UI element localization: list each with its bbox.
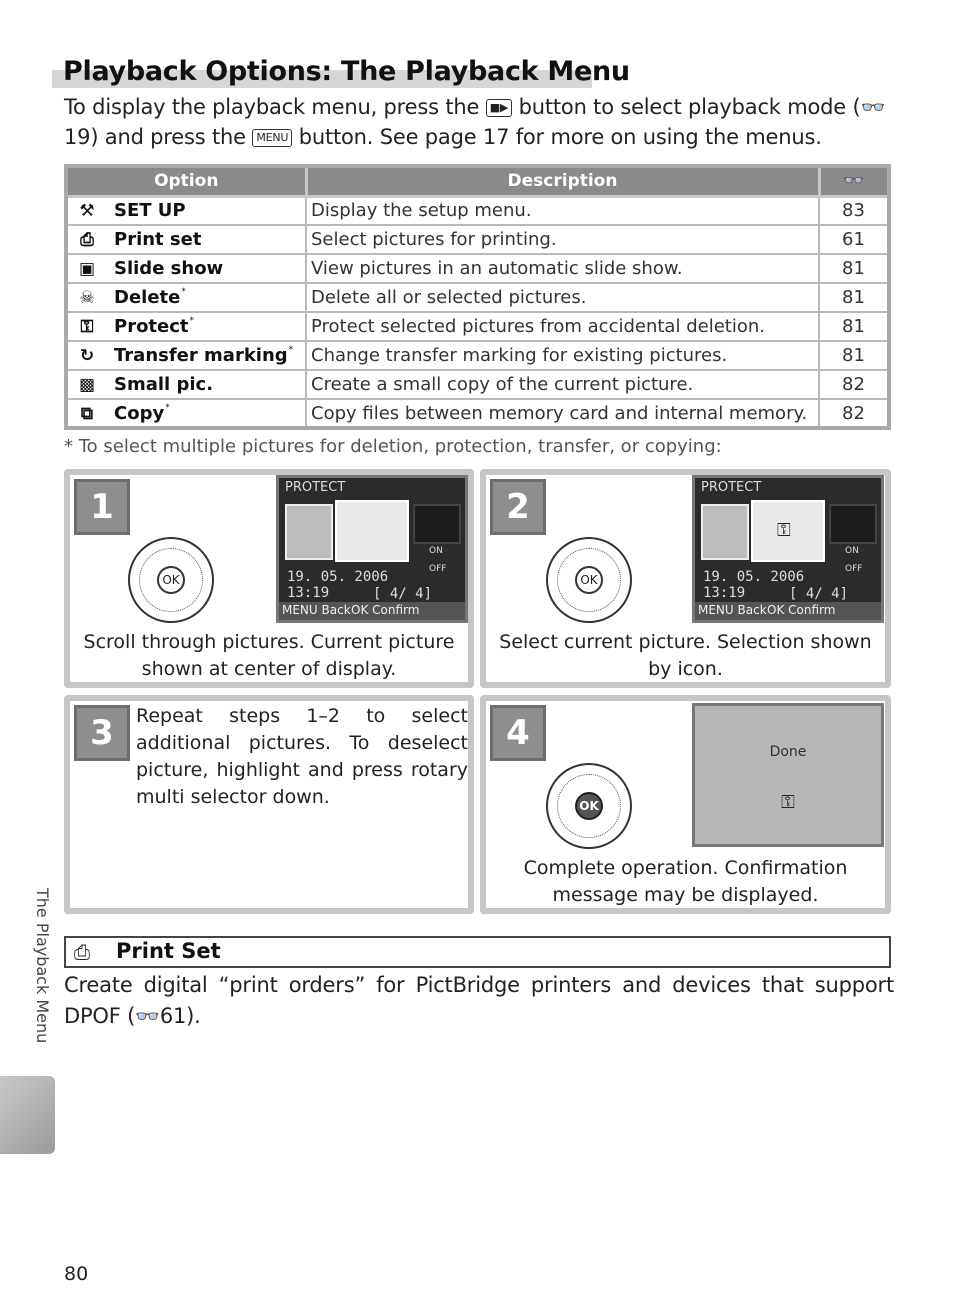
option-icon: ⎙ — [80, 230, 94, 250]
step-2-caption — [486, 629, 885, 683]
camera-screen-protect — [276, 475, 468, 623]
on-label: ON — [845, 546, 859, 556]
off-label: OFF — [845, 564, 863, 574]
step-2-caption-line-2: by icon. — [648, 658, 723, 680]
option-label: Copy — [114, 402, 165, 424]
screen-time: 13:19 — [703, 585, 746, 601]
print-set-text-1: Create digital “print orders” for PictBridge printers and devices that support DPOF ( — [64, 973, 894, 1028]
print-set-icon: ⎙ — [74, 940, 90, 964]
page-number: 80 — [64, 1263, 89, 1285]
table-header-row — [66, 166, 889, 196]
option-cell — [66, 196, 306, 225]
page-cell: 81 — [819, 312, 889, 341]
step-4-caption-line-1: Complete operation. Confirmation — [523, 857, 848, 879]
screen-counter: [ 4/ 4] — [789, 586, 849, 602]
reference-icon: 👓 — [860, 95, 886, 119]
option-cell — [66, 225, 306, 254]
playback-button-icon: ■▶ — [486, 99, 512, 117]
thumbnail-right — [829, 504, 877, 544]
confirm-hint: OK Confirm — [767, 603, 836, 617]
ok-button-icon: OK — [575, 566, 603, 594]
side-thumb-tab — [0, 1076, 55, 1154]
table-row — [66, 283, 889, 312]
footnote: * To select multiple pictures for deletion, protection, transfer, or copying: — [64, 436, 722, 457]
intro-text-4: button. See page 17 for more on using the menus. — [298, 125, 822, 149]
print-set-title: Print Set — [116, 939, 221, 963]
option-label: SET UP — [114, 200, 186, 222]
option-icon: ☠ — [79, 288, 95, 308]
step-1-panel — [64, 469, 474, 688]
done-message: Done — [769, 744, 807, 760]
screen-counter: [ 4/ 4] — [373, 586, 433, 602]
table-row — [66, 312, 889, 341]
on-label: ON — [429, 546, 443, 556]
option-cell — [66, 283, 306, 312]
option-icon: ▩ — [78, 375, 96, 395]
screen-time: 13:19 — [287, 585, 330, 601]
footnote-marker: * — [181, 287, 186, 297]
option-icon: ⧉ — [80, 403, 94, 424]
header-option: Option — [66, 166, 306, 196]
step-3-number: 3 — [74, 705, 130, 761]
description-cell: Display the setup menu. — [306, 196, 819, 225]
key-icon: ⚿ — [781, 792, 795, 813]
description-cell: View pictures in an automatic slide show. — [306, 254, 819, 283]
step-4-caption — [486, 855, 885, 909]
step-4-number: 4 — [490, 705, 546, 761]
rotary-selector-icon — [128, 537, 214, 623]
off-label: OFF — [429, 564, 447, 574]
title-block — [52, 56, 630, 88]
option-label: Small pic. — [114, 374, 214, 395]
thumbnail-center — [335, 500, 409, 562]
step-1-caption — [70, 629, 468, 683]
footnote-marker: * — [288, 345, 294, 355]
page-cell: 81 — [819, 341, 889, 370]
rotary-selector-icon — [546, 537, 632, 623]
thumbnail-center-protected — [751, 500, 825, 562]
step-4-caption-line-2: message may be displayed. — [552, 884, 819, 906]
page-cell: 61 — [819, 225, 889, 254]
page-cell: 83 — [819, 196, 889, 225]
option-icon: ▣ — [78, 259, 96, 279]
table-row — [66, 370, 889, 399]
print-set-text-2: 61). — [159, 1004, 201, 1028]
page-title: Playback Options: The Playback Menu — [63, 56, 630, 87]
thumbnail-left — [285, 504, 333, 560]
description-cell: Change transfer marking for existing pictures. — [306, 341, 819, 370]
option-icon: ↻ — [79, 346, 95, 366]
description-cell: Delete all or selected pictures. — [306, 283, 819, 312]
description-cell: Create a small copy of the current picture. — [306, 370, 819, 399]
side-section-label-text: The Playback Menu — [33, 888, 52, 1044]
step-2-caption-line-1: Select current picture. Selection shown — [499, 631, 872, 653]
page-cell: 82 — [819, 370, 889, 399]
header-description: Description — [306, 166, 819, 196]
option-label: Print set — [114, 229, 202, 250]
footnote-marker: * — [165, 402, 170, 413]
screen-title: PROTECT — [701, 480, 762, 495]
option-cell — [66, 254, 306, 283]
rotary-selector-icon — [546, 763, 632, 849]
option-cell — [66, 341, 306, 370]
intro-text-3: 19) and press the — [64, 125, 246, 149]
step-1-number: 1 — [74, 479, 130, 535]
thumbnail-right — [413, 504, 461, 544]
option-icon: ⚒ — [79, 201, 95, 222]
header-page-reference-icon: 👓 — [819, 166, 889, 196]
intro-text-1: To display the playback menu, press the — [64, 95, 480, 119]
step-4-panel — [480, 695, 891, 914]
step-3-text: Repeat steps 1–2 to select additional pictures. To deselect picture, highlight and press rotary multi selector down. — [136, 705, 468, 808]
footnote-marker: * — [189, 316, 195, 326]
table-row — [66, 254, 889, 283]
step-1-caption-line-1: Scroll through pictures. Current picture — [83, 631, 455, 653]
option-cell — [66, 312, 306, 341]
page-cell: 81 — [819, 254, 889, 283]
screen-date: 19. 05. 2006 — [703, 569, 805, 585]
option-label: Transfer marking — [114, 345, 288, 366]
option-label: Slide show — [114, 258, 224, 279]
reference-icon: 👓 — [135, 1004, 160, 1028]
ok-button-icon: OK — [575, 792, 603, 820]
option-label: Delete — [114, 287, 181, 308]
back-hint: MENU Back — [282, 603, 351, 617]
camera-screen-protect — [692, 475, 884, 623]
back-hint: MENU Back — [698, 603, 767, 617]
thumbnail-left — [701, 504, 749, 560]
option-label: Protect — [114, 316, 189, 337]
table-row — [66, 341, 889, 370]
option-cell — [66, 370, 306, 399]
step-3-panel — [64, 695, 474, 914]
screen-title: PROTECT — [285, 480, 346, 495]
camera-screen-done — [692, 703, 884, 847]
description-cell: Select pictures for printing. — [306, 225, 819, 254]
step-2-panel — [480, 469, 891, 688]
print-set-description — [64, 970, 894, 1032]
ok-button-icon: OK — [157, 566, 185, 594]
description-cell: Copy files between memory card and internal memory. — [306, 399, 819, 428]
table-row — [66, 196, 889, 225]
screen-footer — [279, 602, 465, 620]
option-cell — [66, 399, 306, 428]
table-row — [66, 225, 889, 254]
options-table — [64, 164, 891, 430]
print-set-heading-box — [64, 936, 891, 968]
intro-text-2: button to select playback mode ( — [518, 95, 861, 119]
intro-paragraph — [64, 92, 894, 152]
step-1-caption-line-2: shown at center of display. — [141, 658, 397, 680]
step-2-number: 2 — [490, 479, 546, 535]
page-cell: 81 — [819, 283, 889, 312]
description-cell: Protect selected pictures from accidental deletion. — [306, 312, 819, 341]
table-row — [66, 399, 889, 428]
key-icon: ⚿ — [777, 520, 791, 541]
page-cell: 82 — [819, 399, 889, 428]
side-section-label — [30, 888, 54, 1068]
confirm-hint: OK Confirm — [351, 603, 420, 617]
screen-footer — [695, 602, 881, 620]
screen-date: 19. 05. 2006 — [287, 569, 389, 585]
menu-button-icon: MENU — [252, 129, 292, 147]
option-icon: ⚿ — [80, 317, 94, 337]
